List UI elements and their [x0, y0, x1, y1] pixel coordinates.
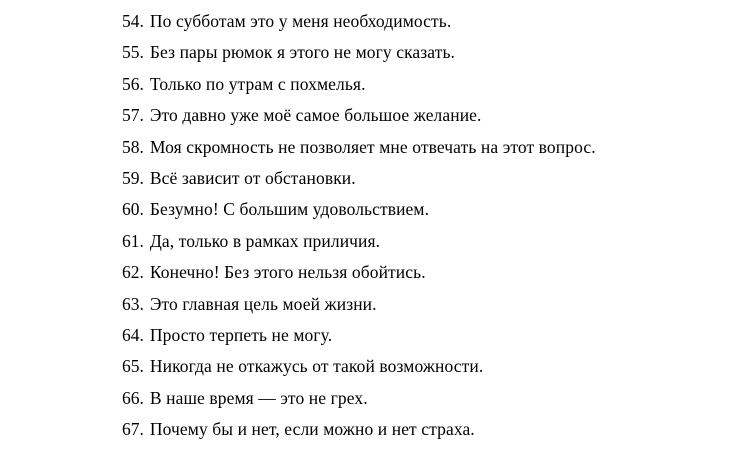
list-item-number: 66.: [122, 387, 144, 408]
list-item-text: Просто терпеть не могу.: [149, 324, 333, 345]
numbered-list: [0, 6, 749, 445]
list-item-text: Это главная цель моей жизни.: [149, 293, 377, 314]
list-item-text: Это давно уже моё самое большое желание.: [149, 105, 482, 126]
list-item-text: По субботам это у меня необходимость.: [149, 11, 452, 31]
list-item-text: В наше время — это не грех.: [149, 387, 368, 408]
list-item-text: Никогда не откажусь от такой возможности.: [149, 356, 484, 377]
list-item-number: 55.: [122, 42, 144, 63]
list-item: [0, 37, 749, 68]
list-item-number: 65.: [122, 356, 144, 377]
list-item: [0, 226, 749, 257]
list-item-number: 64.: [122, 324, 144, 345]
list-item-number: 60.: [122, 199, 144, 220]
list-item: [0, 351, 749, 382]
list-item: [0, 383, 749, 414]
list-item-number: 67.: [122, 419, 144, 440]
list-item: [0, 257, 749, 288]
list-item: [0, 194, 749, 225]
list-item-number: 61.: [122, 230, 144, 251]
list-item-text: Безумно! С большим удовольствием.: [149, 199, 430, 220]
list-item-number: 62.: [122, 262, 144, 283]
list-item: [0, 69, 749, 100]
list-item-number: 58.: [122, 136, 144, 157]
list-item-text: Всё зависит от обстановки.: [149, 167, 356, 188]
list-item: [0, 414, 749, 445]
list-item-number: 56.: [122, 73, 144, 94]
list-item-text: Только по утрам с похмелья.: [149, 73, 366, 94]
list-item-text: Почему бы и нет, если можно и нет страха.: [149, 419, 475, 440]
list-item-number: 57.: [122, 105, 144, 126]
list-item-text: Да, только в рамках приличия.: [149, 230, 381, 251]
list-item-number: 63.: [122, 293, 144, 314]
list-item: [0, 6, 749, 37]
list-item: [0, 132, 749, 163]
list-item: [0, 289, 749, 320]
list-item: [0, 100, 749, 131]
list-item-number: 54.: [122, 11, 144, 31]
list-item-text: Конечно! Без этого нельзя обойтись.: [149, 262, 426, 283]
list-item-text: Моя скромность не позволяет мне отвечать на этот вопрос.: [149, 136, 596, 157]
list-item-number: 59.: [122, 167, 144, 188]
list-item-text: Без пары рюмок я этого не могу сказать.: [149, 42, 456, 63]
list-item: [0, 163, 749, 194]
list-item: [0, 320, 749, 351]
